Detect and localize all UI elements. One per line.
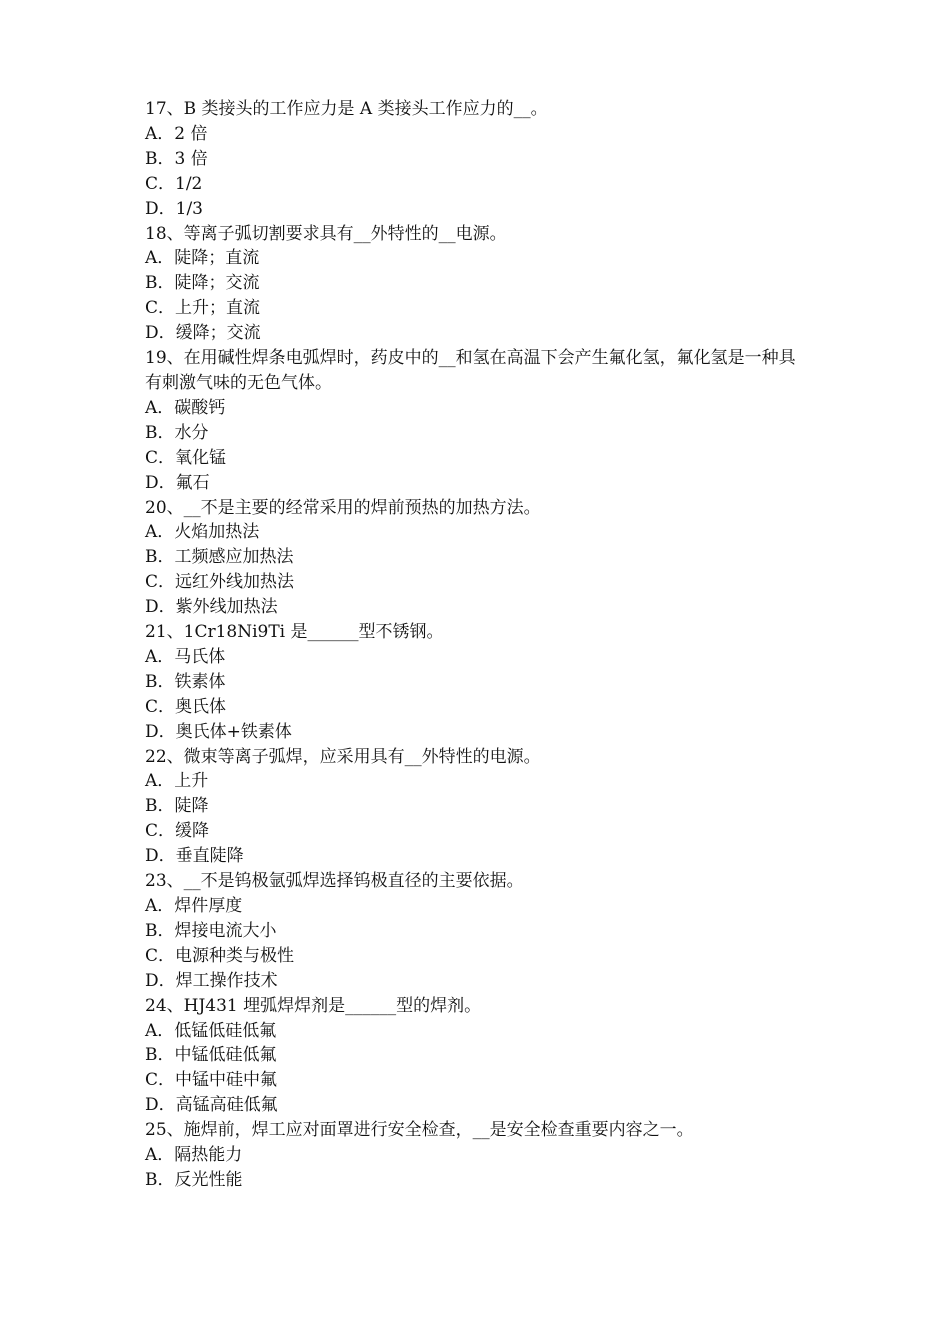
option-c: C．电源种类与极性 <box>145 945 295 966</box>
option-d: D．1/3 <box>145 198 203 219</box>
option-a: A．焊件厚度 <box>145 896 243 916</box>
question-stem: 17、B 类接头的工作应力是 A 类接头工作应力的__。 <box>145 99 548 119</box>
option-a: A．2 倍 <box>145 123 208 144</box>
option-a: A．陡降；直流 <box>145 248 260 269</box>
option-b: B．工频感应加热法 <box>145 547 294 568</box>
option-c: C．上升；直流 <box>145 298 261 319</box>
option-b: B．中锰低硅低氟 <box>145 1045 277 1066</box>
option-b: B．陡降 <box>145 796 209 817</box>
question-17 <box>145 97 810 222</box>
option-a: A．马氏体 <box>145 646 226 667</box>
question-list <box>145 97 810 1193</box>
option-d: D．奥氏体+铁素体 <box>145 721 292 742</box>
option-b: B．铁素体 <box>145 671 226 692</box>
question-stem: 18、等离子弧切割要求具有__外特性的__电源。 <box>145 223 507 244</box>
option-d: D．缓降；交流 <box>145 323 261 344</box>
question-stem: 22、微束等离子弧焊，应采用具有__外特性的电源。 <box>145 746 541 767</box>
option-a: A．火焰加热法 <box>145 522 260 543</box>
option-d: D．氟石 <box>145 472 210 493</box>
option-a: A．碳酸钙 <box>145 397 226 418</box>
option-c: C．1/2 <box>145 173 203 194</box>
option-a: A．隔热能力 <box>145 1145 243 1166</box>
question-18 <box>145 222 810 347</box>
question-stem: 20、__不是主要的经常采用的焊前预热的加热方法。 <box>145 497 541 518</box>
option-b: B．焊接电流大小 <box>145 920 277 941</box>
option-c: C．缓降 <box>145 821 210 842</box>
option-d: D．紫外线加热法 <box>145 597 278 618</box>
question-stem: 21、1Cr18Ni9Ti 是______型不锈钢。 <box>145 622 444 643</box>
option-d: D．高锰高硅低氟 <box>145 1095 278 1116</box>
option-b: B．水分 <box>145 422 209 443</box>
option-a: A．上升 <box>145 771 209 792</box>
option-d: D．垂直陡降 <box>145 846 244 867</box>
option-b: B．陡降；交流 <box>145 273 260 294</box>
question-stem: 25、施焊前，焊工应对面罩进行安全检查，__是安全检查重要内容之一。 <box>145 1120 694 1141</box>
question-22 <box>145 745 810 870</box>
option-c: C．中锰中硅中氟 <box>145 1070 278 1091</box>
question-20 <box>145 496 810 621</box>
question-stem: 19、在用碱性焊条电弧焊时，药皮中的__和氢在高温下会产生氟化氢，氟化氢是一种具有刺激气味的无色气体。 <box>145 348 796 393</box>
option-c: C．奥氏体 <box>145 696 227 717</box>
question-stem: 23、__不是钨极氩弧焊选择钨极直径的主要依据。 <box>145 871 524 892</box>
question-25 <box>145 1118 810 1193</box>
question-19 <box>145 346 810 495</box>
question-stem: 24、HJ431 埋弧焊焊剂是______型的焊剂。 <box>145 995 482 1016</box>
option-c: C．远红外线加热法 <box>145 572 295 593</box>
option-c: C．氧化锰 <box>145 447 227 468</box>
option-b: B．反光性能 <box>145 1169 243 1190</box>
option-b: B．3 倍 <box>145 148 208 169</box>
question-21 <box>145 620 810 745</box>
option-d: D．焊工操作技术 <box>145 970 278 991</box>
question-24 <box>145 994 810 1119</box>
option-a: A．低锰低硅低氟 <box>145 1020 277 1041</box>
question-23 <box>145 869 810 994</box>
